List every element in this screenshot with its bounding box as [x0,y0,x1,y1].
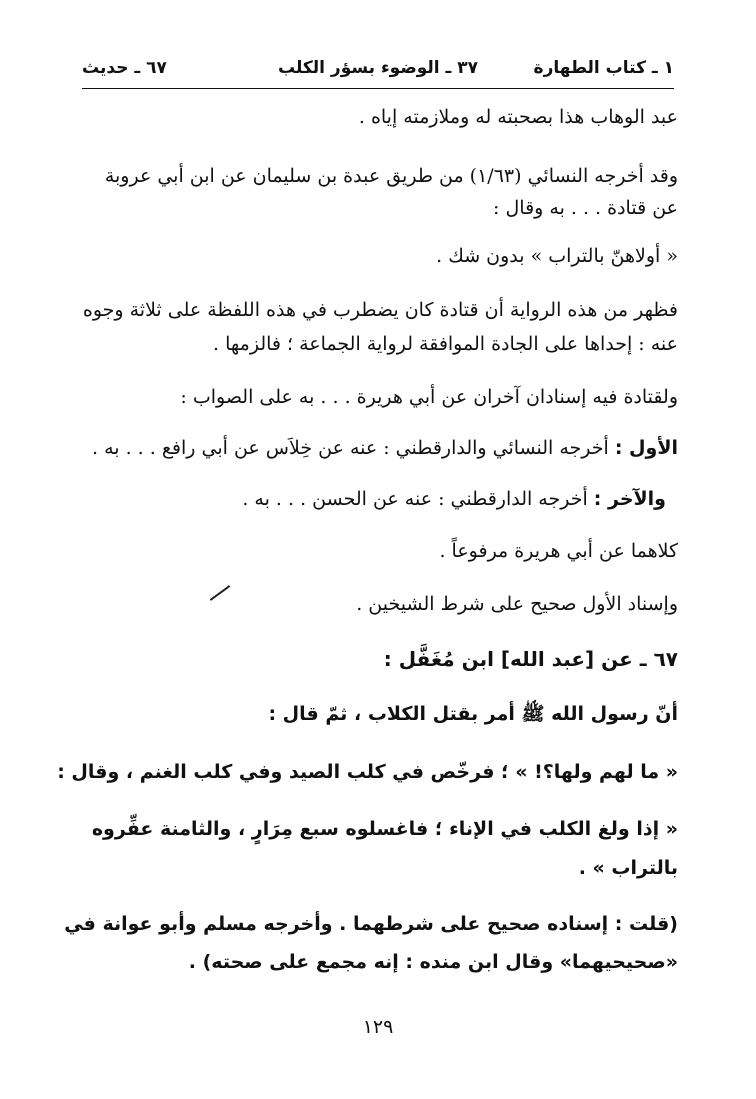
header-book-title: ١ ـ كتاب الطهارة [533,58,674,78]
text-line [78,434,678,462]
text-line: وإسناد الأول صحيح على شرط الشيخين . [356,593,678,615]
text-line: عبد الوهاب هذا بصحبته له وملازمته إياه . [358,106,678,128]
running-header [82,54,674,88]
text-line: بالتراب » . [578,857,678,879]
text-line: كلاهما عن أبي هريرة مرفوعاً . [439,540,678,562]
hadith-heading: ٦٧ ـ عن [عبد الله] ابن مُغَفَّل : [383,647,678,671]
text-line [78,485,666,513]
text-line: وقد أخرجه النسائي (١/٦٣) من طريق عبدة بن سليمان عن ابن أبي عروبة [104,165,678,187]
text-line: أنّ رسول الله ﷺ أمر بقتل الكلاب ، ثمّ قال : [268,703,678,725]
line-label: والآخر : [593,488,666,510]
page-number: ١٢٩ [362,1016,394,1038]
text-line: فظهر من هذه الرواية أن قتادة كان يضطرب في هذه اللفظة على ثلاثة وجوه [82,299,678,321]
line-text: أخرجه الدارقطني : عنه عن الحسن . . . به . [242,488,588,510]
text-line: ولقتادة فيه إسنادان آخران عن أبي هريرة . . . به على الصواب : [180,386,678,408]
header-chapter-title: ٣٧ ـ الوضوء بسؤر الكلب [277,58,479,78]
text-line: «صحيحيهما» وقال ابن منده : إنه مجمع على صحته) . [188,951,678,973]
text-line: (قلت : إسناده صحيح على شرطهما . وأخرجه مسلم وأبو عوانة في [64,913,678,935]
text-line: عن قتادة . . . به وقال : [493,197,678,219]
text-line: « إذا ولغ الكلب في الإناء ؛ فاغسلوه سبع مِرَارٍ ، والثامنة عفِّروه [91,818,678,840]
text-line: « ما لهم ولها؟! » ؛ فرخّص في كلب الصيد وفي كلب الغنم ، وقال : [57,761,678,783]
line-text: أخرجه النسائي والدارقطني : عنه عن خِلاَس عن أبي رافع . . . به . [91,437,609,459]
header-rule [82,88,674,89]
line-label: الأول : [614,437,678,459]
header-hadith-number: ٦٧ ـ حديث [82,58,167,78]
text-line: « أولاهنّ بالتراب » بدون شك . [436,245,678,267]
text-line: عنه : إحداها على الجادة الموافقة لرواية الجماعة ؛ فالزمها . [213,333,678,355]
